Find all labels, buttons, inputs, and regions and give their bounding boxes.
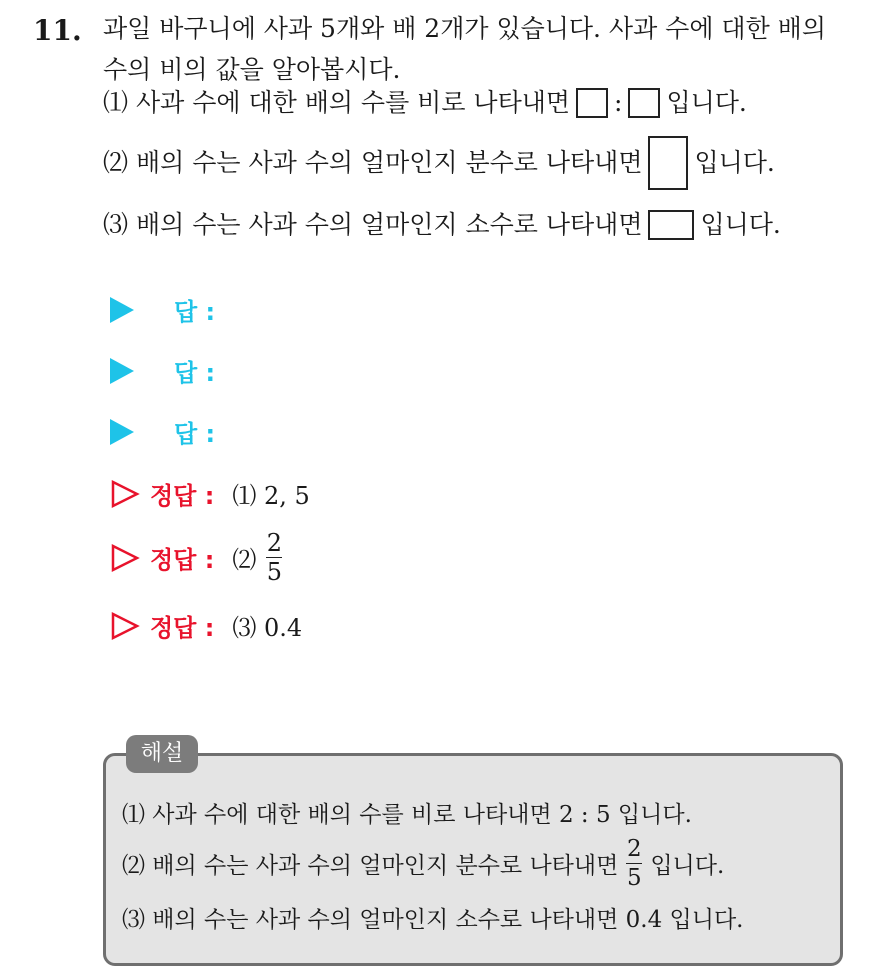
fraction-bar bbox=[626, 863, 642, 864]
explanation-line-2-prefix: ⑵ 배의 수는 사과 수의 얼마인지 분수로 나타내면 bbox=[122, 853, 619, 879]
explanation-panel bbox=[103, 753, 843, 966]
explanation-line-3: ⑶ 배의 수는 사과 수의 얼마인지 소수로 나타내면 0.4 입니다. bbox=[122, 907, 744, 933]
outline-triangle-icon bbox=[110, 479, 140, 509]
fraction-denominator: 5 bbox=[266, 558, 282, 586]
explanation-line-1: ⑴ 사과 수에 대한 배의 수를 비로 나타내면 2 : 5 입니다. bbox=[122, 802, 692, 828]
part-2-prefix: ⑵ 배의 수는 사과 수의 얼마인지 분수로 나타내면 bbox=[103, 148, 643, 177]
part-1-prefix: ⑴ 사과 수에 대한 배의 수를 비로 나타내면 bbox=[103, 88, 571, 117]
solution-fraction bbox=[266, 530, 282, 585]
answer-box-ratio-second bbox=[628, 88, 660, 118]
part-3-suffix: 입니다. bbox=[700, 210, 781, 239]
solution-row-2 bbox=[110, 530, 282, 585]
answer-box-fraction bbox=[648, 136, 688, 190]
question-text-line2: 수의 비의 값을 알아봅시다. bbox=[103, 55, 401, 84]
solution-row-3 bbox=[110, 608, 302, 643]
question-part-2 bbox=[103, 136, 775, 190]
explanation-fraction-numerator: 2 bbox=[627, 836, 642, 862]
answer-row-1 bbox=[110, 292, 215, 327]
part-1-suffix: 입니다. bbox=[666, 88, 747, 117]
solution-value-2-prefix: ⑵ bbox=[232, 546, 257, 574]
part-3-prefix: ⑶ 배의 수는 사과 수의 얼마인지 소수로 나타내면 bbox=[103, 210, 643, 239]
answer-box-decimal bbox=[648, 210, 694, 240]
solution-label: 정답 : bbox=[150, 546, 215, 574]
solution-label: 정답 : bbox=[150, 482, 215, 510]
play-triangle-icon bbox=[110, 297, 134, 323]
outline-triangle-icon bbox=[110, 543, 140, 573]
outline-triangle-icon bbox=[110, 611, 140, 641]
answer-label: 답 : bbox=[174, 420, 216, 448]
part-2-suffix: 입니다. bbox=[694, 148, 775, 177]
part-1-colon: : bbox=[614, 88, 623, 117]
answer-box-ratio-first bbox=[576, 88, 608, 118]
explanation-badge: 해설 bbox=[126, 735, 198, 773]
question-part-1 bbox=[103, 88, 747, 118]
explanation-fraction-denominator: 5 bbox=[627, 865, 642, 891]
explanation-line-2-suffix: 입니다. bbox=[650, 853, 725, 879]
answer-label: 답 : bbox=[174, 359, 216, 387]
answer-row-2 bbox=[110, 353, 215, 388]
explanation-fraction bbox=[626, 836, 642, 891]
explanation-line-2 bbox=[122, 836, 724, 891]
fraction-numerator: 2 bbox=[266, 529, 282, 557]
solution-row-1 bbox=[110, 476, 310, 511]
question-number: 11. bbox=[33, 14, 82, 47]
solution-label: 정답 : bbox=[150, 614, 215, 642]
answer-label: 답 : bbox=[174, 298, 216, 326]
question-text-line1: 과일 바구니에 사과 5개와 배 2개가 있습니다. 사과 수에 대한 배의 bbox=[103, 14, 826, 43]
play-triangle-icon bbox=[110, 358, 134, 384]
play-triangle-icon bbox=[110, 419, 134, 445]
solution-value-3: ⑶ 0.4 bbox=[232, 614, 303, 642]
answer-row-3 bbox=[110, 414, 215, 449]
question-part-3 bbox=[103, 210, 781, 240]
solution-value-1: ⑴ 2, 5 bbox=[232, 482, 310, 510]
